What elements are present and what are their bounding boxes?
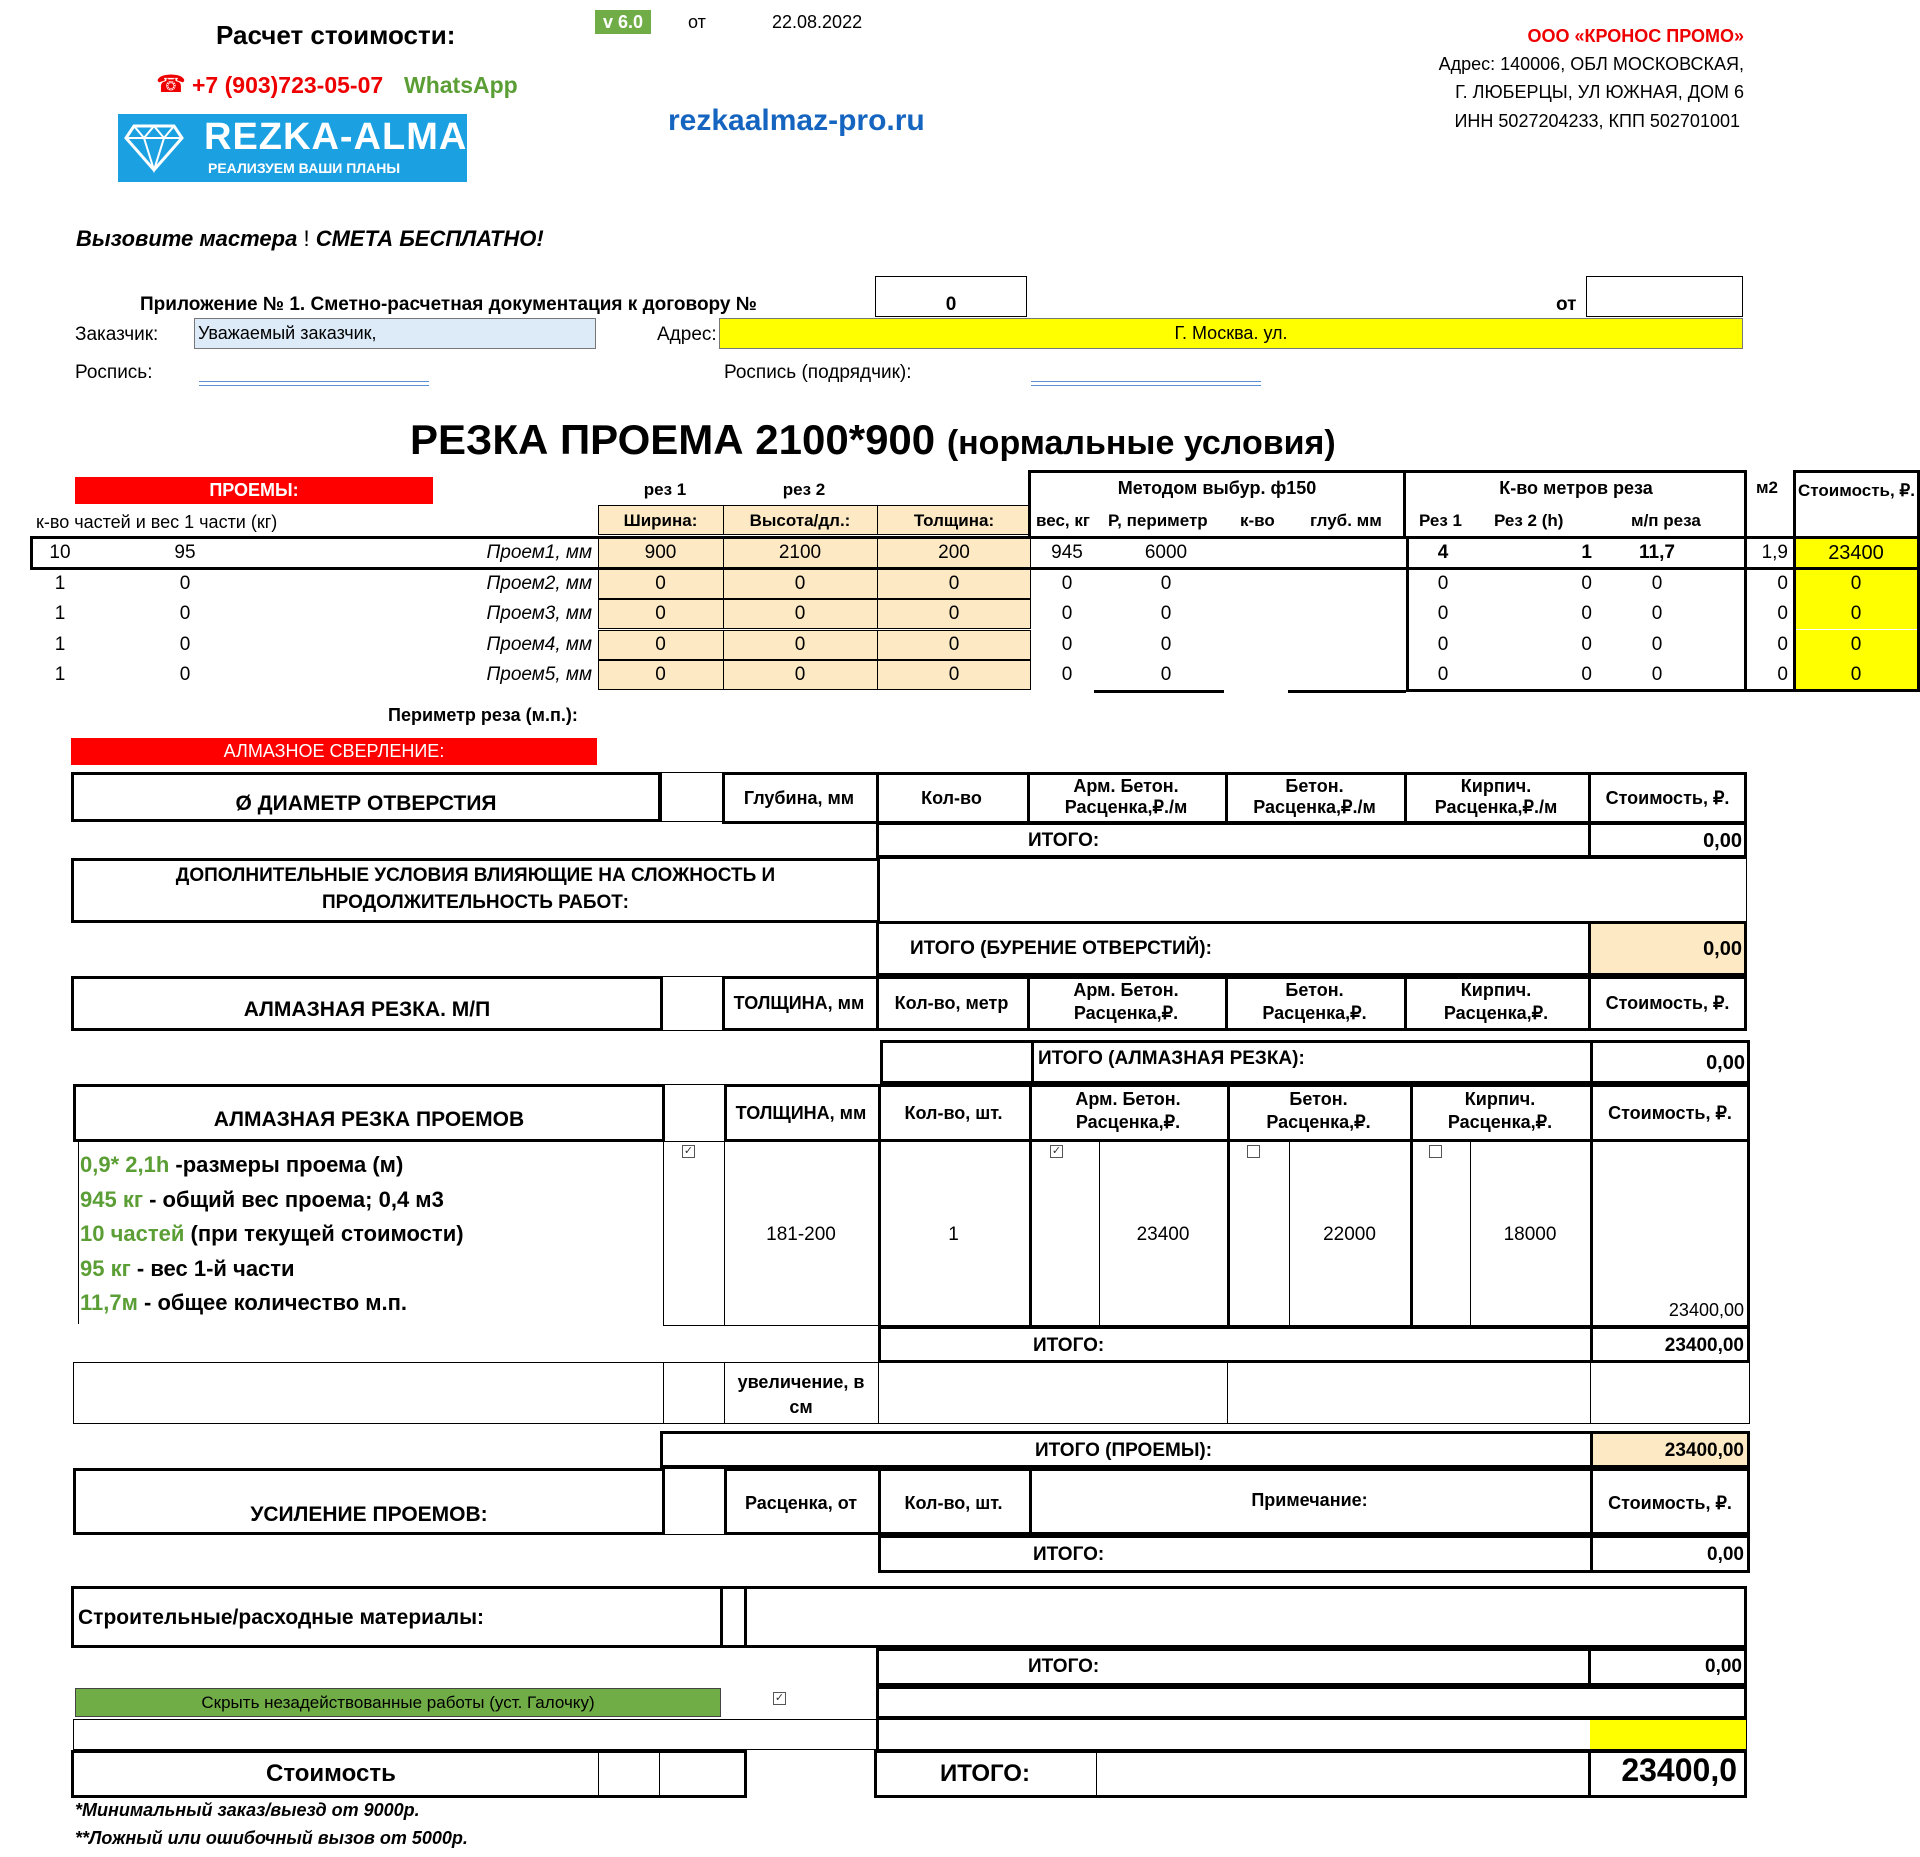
row-perimeter: 0 — [1160, 603, 1172, 624]
cutting-concrete-rate: Расценка,₽. — [1262, 1003, 1367, 1023]
drill-brick: Кирпич. — [1460, 776, 1532, 796]
opencut-total-value: 23400,00 — [1664, 1335, 1744, 1356]
openings-total-label: ИТОГО (ПРОЕМЫ): — [1035, 1440, 1213, 1461]
row-m2: 0 — [1777, 603, 1788, 624]
row-thickness[interactable]: 0 — [948, 572, 960, 594]
row-cost: 0 — [1850, 572, 1862, 594]
row-thickness[interactable]: 0 — [948, 633, 960, 655]
contract-date-label: от — [1556, 294, 1577, 315]
cutting-total-value: 0,00 — [1706, 1052, 1745, 1074]
drill-arm: Арм. Бетон. — [1073, 776, 1179, 796]
opencut-arm-rate: Расценка,₽. — [1075, 1112, 1181, 1132]
arm-concrete-checkbox[interactable]: ✓ — [1051, 1145, 1062, 1157]
website-link[interactable]: rezkaalmaz-pro.ru — [668, 104, 925, 137]
openings-total-value: 23400,00 — [1664, 1440, 1744, 1461]
cutting-brick-rate: Расценка,₽. — [1443, 1003, 1549, 1023]
row-thickness[interactable]: 200 — [938, 542, 970, 563]
row-rez2: 1 — [1581, 542, 1592, 563]
reinforce-total-label: ИТОГО: — [1033, 1544, 1105, 1565]
row-weight: 945 — [1051, 542, 1083, 563]
concrete-checkbox[interactable] — [1247, 1145, 1260, 1158]
version-badge: v 6.0 — [595, 10, 651, 34]
col-weight: вес, кг — [1036, 511, 1090, 530]
call-master-slogan: Вызовите мастера ! СМЕТА БЕСПЛАТНО! — [76, 226, 544, 251]
row-perimeter: 6000 — [1144, 542, 1188, 563]
drill-concrete: Бетон. — [1285, 776, 1344, 796]
opencut-check-cell — [663, 1084, 726, 1142]
row-height[interactable]: 0 — [794, 603, 806, 624]
logo-name: REZKA-ALMAZ — [204, 116, 492, 158]
row-perimeter: 0 — [1160, 664, 1172, 685]
company-name: ООО «КРОНОС ПРОМО» — [1527, 26, 1744, 46]
opencut-note — [80, 1290, 407, 1316]
opencut-qty: Кол-во, шт. — [904, 1103, 1003, 1123]
row-name: Проем2, мм — [486, 572, 592, 594]
row-rez2: 0 — [1581, 664, 1592, 685]
opencut-note — [80, 1256, 295, 1282]
col-rez1: Рез 1 — [1419, 511, 1462, 530]
row-weight: 0 — [1061, 572, 1073, 594]
note-text: - общее количество м.п. — [137, 1290, 408, 1315]
row-weight: 0 — [1061, 633, 1073, 655]
customer-field[interactable]: Уважаемый заказчик, — [194, 318, 596, 349]
row-name: Проем1, мм — [486, 542, 592, 563]
yellow-cell — [1590, 1720, 1746, 1749]
logo — [118, 114, 492, 182]
row-mp: 11,7 — [1639, 542, 1675, 563]
row-width[interactable]: 0 — [655, 603, 666, 624]
row-width[interactable]: 900 — [644, 542, 677, 563]
cutting-arm-rate: Расценка,₽. — [1073, 1003, 1179, 1023]
signature-line-2 — [199, 385, 429, 386]
row-name: Проем3, мм — [486, 603, 592, 624]
signature-line[interactable] — [199, 381, 429, 382]
drill-grand-value: 0,00 — [1703, 938, 1742, 960]
note-false-call: **Ложный или ошибочный вызов от 5000р. — [75, 1828, 468, 1848]
opencut-concrete-rate: Расценка,₽. — [1266, 1112, 1371, 1132]
hide-unused-checkbox[interactable]: ✓ — [774, 1692, 785, 1704]
drill-concrete-rate: Расценка,₽./м — [1253, 797, 1376, 817]
reinforce-check-cell — [663, 1468, 726, 1535]
contractor-signature-label: Роспись (подрядчик): — [724, 362, 912, 383]
cutting-cost: Стоимость, ₽. — [1605, 993, 1730, 1013]
contractor-signature-line-2 — [1031, 385, 1261, 386]
opencut-cost-value: 23400,00 — [1668, 1300, 1744, 1320]
main-title: РЕЗКА ПРОЕМА 2100*900 (нормальные условия) — [410, 416, 1336, 463]
contract-date-field[interactable] — [1586, 276, 1743, 317]
col-width: Ширина: — [623, 511, 698, 530]
note-highlight: 95 кг — [80, 1255, 131, 1281]
note-text: - вес 1-й части — [130, 1255, 295, 1281]
extra-conditions-1: ДОПОЛНИТЕЛЬНЫЕ УСЛОВИЯ ВЛИЯЮЩИЕ НА СЛОЖНОСТЬ И — [175, 865, 776, 886]
opencut-brick-value: 18000 — [1503, 1224, 1557, 1245]
drill-total-value: 0,00 — [1703, 830, 1742, 852]
row-rez1: 4 — [1437, 542, 1449, 563]
row-weight: 0 — [1061, 664, 1073, 685]
hide-unused-label: Скрыть незадействованные работы (уст. Галочку) — [75, 1688, 721, 1717]
col-qty: к-во — [1240, 511, 1275, 530]
opencut-title: АЛМАЗНАЯ РЕЗКА ПРОЕМОВ — [213, 1108, 525, 1131]
col-thickness: Толщина: — [913, 511, 995, 530]
parts-label: к-во частей и вес 1 части (кг) — [36, 512, 278, 532]
row-mp: 0 — [1651, 633, 1663, 655]
row-rez2: 0 — [1581, 603, 1592, 624]
cutting-brick: Кирпич. — [1460, 980, 1532, 1000]
opencut-thickness-value: 181-200 — [766, 1224, 836, 1245]
row-m2: 1,9 — [1761, 542, 1788, 563]
drill-depth: Глубина, мм — [743, 788, 855, 808]
row-mp: 0 — [1651, 572, 1663, 594]
row-rez2: 0 — [1581, 633, 1592, 655]
drill-arm-rate: Расценка,₽./м — [1064, 797, 1188, 817]
summary-cost-box — [71, 1750, 747, 1798]
row-width[interactable]: 0 — [655, 633, 666, 655]
col-height: Высота/дл.: — [749, 511, 851, 530]
row-height[interactable]: 2100 — [778, 542, 822, 563]
brick-checkbox[interactable] — [1429, 1145, 1442, 1158]
materials-total-value: 0,00 — [1705, 1656, 1742, 1677]
contractor-signature-line[interactable] — [1031, 381, 1261, 382]
hide-unused-row — [876, 1686, 1747, 1719]
rez1-label: рез 1 — [643, 480, 687, 499]
opencut-cost: Стоимость, ₽. — [1608, 1103, 1732, 1123]
row-width[interactable]: 0 — [655, 572, 666, 594]
opencut-note — [80, 1187, 444, 1213]
opencut-concrete: Бетон. — [1289, 1089, 1348, 1109]
materials-total-label: ИТОГО: — [1028, 1656, 1100, 1677]
phone-icon: ☎ — [156, 71, 186, 98]
reinforce-rate: Расценка, от — [744, 1493, 858, 1513]
row-part-weight[interactable]: 0 — [179, 572, 191, 594]
note-highlight: 11,7м — [80, 1290, 138, 1315]
company-address-1: Адрес: 140006, ОБЛ МОСКОВСКАЯ, — [1438, 54, 1744, 74]
date-from-label: от — [688, 12, 706, 32]
row-height[interactable]: 0 — [794, 572, 806, 594]
meters-header: К-во метров реза — [1499, 478, 1653, 498]
note-text: -размеры проема (м) — [169, 1152, 404, 1177]
row-m2: 0 — [1777, 633, 1788, 655]
col-depth: глуб. мм — [1310, 511, 1382, 530]
row-rez1: 0 — [1437, 664, 1449, 685]
drill-brick-rate: Расценка,₽./м — [1434, 797, 1558, 817]
note-text: - общий вес проема; 0,4 м3 — [143, 1186, 444, 1212]
reinforce-total-value: 0,00 — [1707, 1544, 1744, 1565]
row-parts[interactable]: 1 — [54, 603, 66, 624]
cutting-thickness: ТОЛЩИНА, мм — [733, 993, 865, 1013]
drilling-badge: АЛМАЗНОЕ СВЕРЛЕНИЕ: — [71, 738, 597, 765]
drill-grand-label: ИТОГО (БУРЕНИЕ ОТВЕРСТИЙ): — [910, 938, 1212, 959]
company-inn: ИНН 5027204233, КПП 502701001 — [1454, 111, 1740, 131]
diameter-header: Ø ДИАМЕТР ОТВЕРСТИЯ — [235, 792, 497, 815]
opencut-qty-value: 1 — [948, 1224, 959, 1245]
row-perimeter: 0 — [1160, 572, 1172, 594]
drill-cost: Стоимость, ₽. — [1605, 788, 1730, 808]
appendix-label: Приложение № 1. Сметно-расчетная документация к договору № — [140, 294, 757, 315]
summary-cost-label: Стоимость — [266, 1760, 396, 1787]
row-perimeter: 0 — [1160, 633, 1172, 655]
col-perimeter: P, периметр — [1108, 511, 1208, 530]
row1-highlight — [30, 536, 1920, 570]
cutting-concrete: Бетон. — [1285, 980, 1344, 1000]
row-thickness[interactable]: 0 — [948, 603, 960, 624]
row-parts[interactable]: 1 — [54, 633, 66, 655]
opencut-total-label: ИТОГО: — [1033, 1335, 1105, 1356]
row-part-weight[interactable]: 0 — [179, 603, 191, 624]
row-part-weight[interactable]: 0 — [179, 664, 191, 685]
row-part-weight[interactable]: 0 — [179, 633, 191, 655]
reinforce-cost: Стоимость, ₽. — [1608, 1493, 1732, 1513]
drill-total-label: ИТОГО: — [1028, 830, 1100, 851]
openings-badge: ПРОЕМЫ: — [75, 477, 433, 504]
logo-slogan: РЕАЛИЗУЕМ ВАШИ ПЛАНЫ — [208, 160, 401, 176]
row-thickness[interactable]: 0 — [948, 664, 960, 685]
cutting-title: АЛМАЗНАЯ РЕЗКА. М/П — [243, 998, 491, 1021]
phone-link[interactable]: +7 (903)723-05-07 — [192, 72, 384, 98]
materials-field[interactable] — [720, 1586, 1747, 1648]
increase-row — [73, 1362, 1750, 1424]
whatsapp-link[interactable]: WhatsApp — [404, 72, 518, 98]
cutting-total-label: ИТОГО (АЛМАЗНАЯ РЕЗКА): — [1038, 1048, 1305, 1069]
method-header: Методом выбур. ф150 — [1117, 478, 1317, 498]
row-width[interactable]: 0 — [655, 664, 666, 685]
row-mp: 0 — [1651, 664, 1663, 685]
row-rez2: 0 — [1581, 572, 1592, 594]
diamond-icon — [124, 122, 184, 174]
col-mp: м/п реза — [1631, 511, 1701, 530]
row-rez1: 0 — [1437, 603, 1449, 624]
opencut-arm-value: 23400 — [1136, 1224, 1190, 1245]
opencut-brick-rate: Расценка,₽. — [1447, 1112, 1553, 1132]
row-m2: 0 — [1777, 664, 1788, 685]
row-parts[interactable]: 10 — [49, 542, 71, 563]
note-highlight: 10 частей — [80, 1221, 185, 1246]
row-cost: 0 — [1850, 603, 1862, 624]
page-heading: Расчет стоимости: — [216, 20, 456, 50]
opencut-note — [80, 1152, 403, 1178]
company-address-2: Г. ЛЮБЕРЦЫ, УЛ ЮЖНАЯ, ДОМ 6 — [1455, 82, 1744, 102]
row-rez1: 0 — [1437, 572, 1449, 594]
row-height[interactable]: 0 — [794, 664, 806, 685]
contract-number: 0 — [945, 294, 957, 315]
opencut-thickness: ТОЛЩИНА, мм — [735, 1103, 867, 1123]
row-weight: 0 — [1061, 603, 1073, 624]
customer-label: Заказчик: — [75, 324, 159, 345]
reinforce-note: Примечание: — [1251, 1490, 1368, 1510]
cutting-arm: Арм. Бетон. — [1073, 980, 1179, 1000]
opencut-row-checkbox[interactable]: ✓ — [683, 1145, 694, 1157]
reinforce-qty: Кол-во, шт. — [904, 1493, 1003, 1513]
row-height[interactable]: 0 — [794, 633, 806, 655]
summary-total-value: 23400,0 — [1621, 1752, 1737, 1788]
opencut-brick: Кирпич. — [1464, 1089, 1536, 1109]
note-highlight: 945 кг — [80, 1186, 143, 1212]
opencut-note — [80, 1221, 464, 1247]
row-parts[interactable]: 1 — [54, 572, 66, 594]
row-parts[interactable]: 1 — [54, 664, 66, 685]
row-name: Проем4, мм — [486, 633, 592, 655]
reinforce-title: УСИЛЕНИЕ ПРОЕМОВ: — [250, 1503, 488, 1526]
cutting-qty: Кол-во, метр — [894, 993, 1009, 1013]
row-rez1: 0 — [1437, 633, 1449, 655]
rez2-label: рез 2 — [782, 480, 826, 499]
opencut-arm: Арм. Бетон. — [1075, 1089, 1181, 1109]
drill-qty: Кол-во — [921, 788, 982, 808]
opencut-concrete-value: 22000 — [1323, 1224, 1376, 1245]
drill-check-cell — [661, 772, 724, 822]
increase-label: увеличение, в см — [737, 1372, 865, 1417]
header-date: 22.08.2022 — [772, 12, 863, 32]
row-cost: 0 — [1850, 664, 1862, 685]
row-m2: 0 — [1777, 572, 1788, 594]
note-min-order: *Минимальный заказ/выезд от 9000р. — [75, 1800, 420, 1820]
col-cost: Стоимость, ₽. — [1798, 481, 1915, 500]
col-rez2: Рез 2 (h) — [1494, 511, 1564, 530]
extra-conditions-2: ПРОДОЛЖИТЕЛЬНОСТЬ РАБОТ: — [321, 892, 629, 913]
row-name: Проем5, мм — [486, 664, 592, 685]
row-part-weight[interactable]: 95 — [174, 542, 196, 563]
extra-conditions-field[interactable] — [878, 858, 1747, 923]
materials-title: Строительные/расходные материалы: — [78, 1606, 485, 1629]
note-text: (при текущей стоимости) — [184, 1221, 464, 1246]
row-cost: 0 — [1850, 633, 1862, 655]
spacer-row — [73, 1719, 1747, 1750]
col-m2: м2 — [1755, 478, 1779, 497]
signature-label: Роспись: — [75, 362, 153, 383]
address-label: Адрес: — [657, 324, 717, 345]
address-field[interactable]: Г. Москва. ул. — [719, 318, 1743, 349]
note-highlight: 0,9* 2,1h — [80, 1152, 170, 1177]
perimeter-label: Периметр реза (м.п.): — [388, 705, 578, 725]
row-cost: 23400 — [1828, 542, 1884, 564]
row-mp: 0 — [1651, 603, 1663, 624]
summary-total-label: ИТОГО: — [940, 1760, 1030, 1787]
cutting-check-cell — [661, 976, 724, 1031]
